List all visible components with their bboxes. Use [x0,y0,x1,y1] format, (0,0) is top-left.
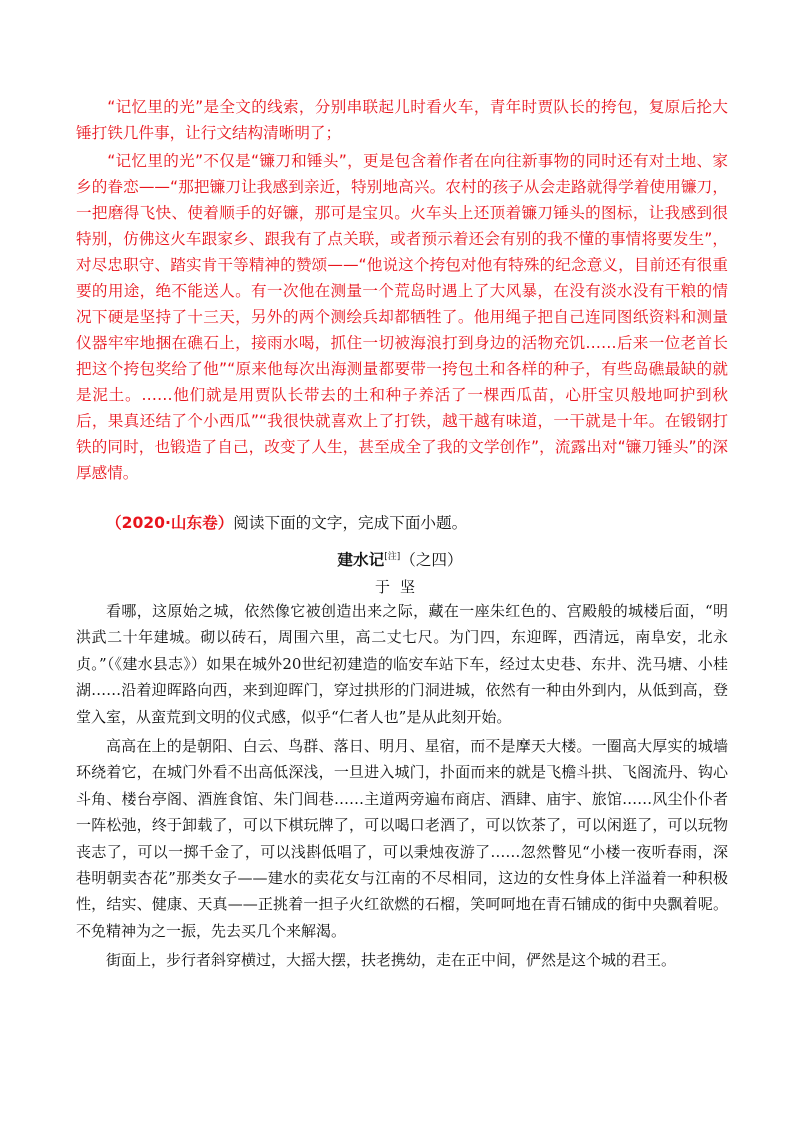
article-body [76,598,728,974]
question-instruction: 阅读下面的文字，完成下面小题。 [233,514,468,532]
article-title-suffix: （之四） [400,551,463,569]
article-author: 于坚 [374,578,425,596]
answer-paragraph: “记忆里的光”不仅是“镰刀和锤头”，更是包含着作者在向往新事物的同时还有对土地、家乡的眷恋——“那把镰刀让我感到亲近，特别地高兴。农村的孩子从会走路就得学着使用镰刀，一把磨得飞快、使着顺手的好镰，那可是宝贝。火车头上还顶着镰刀锤头的图标，让我感到很特别，仿佛这火车跟家乡、跟我有了点关联，或者预示着还会有别的我不懂的事情将要发生”，对尽忠职守、踏实肯干等精神的赞颂——“他说这个挎包对他有特殊的纪念意义，目前还有很重要的用途，绝不能送人。有一次他在测量一个荒岛时遇上了大风暴，在没有淡水没有干粮的情况下硬是坚持了十三天，另外的两个测绘兵却都牺牲了。他用绳子把自己连同图纸资料和测量仪器牢牢地捆在礁石上，接雨水喝，抓住一切被海浪打到身边的活物充饥……后来一位老首长把这个挎包奖给了他”“原来他每次出海测量都要带一挎包土和各样的种子，有些岛礁最缺的就是泥土。……他们就是用贾队长带去的土和种子养活了一棵西瓜苗，心肝宝贝般地呵护到秋后，果真还结了个小西瓜”“我很快就喜欢上了打铁，越干越有味道，一干就是十年。在锻钢打铁的同时，也锻造了自己，改变了人生，甚至成全了我的文学创作”，流露出对“镰刀锤头”的深厚感情。 [76,152,728,482]
article-paragraph: 看哪，这原始之城，依然像它被创造出来之际，藏在一座朱红色的、宫殿般的城楼后面，“明洪武二十年建城。砌以砖石，周围六里，高二丈七尺。为门四，东迎晖，西清远，南阜安，北永贞。”（《建水县志》）如果在城外20世纪初建造的临安车站下车，经过太史巷、东井、洗马塘、小桂湖……沿着迎晖路向西，来到迎晖门，穿过拱形的门洞进城，依然有一种由外到内，从低到高，登堂入室，从蛮荒到文明的仪式感，似乎“仁者人也”是从此刻开始。 [76,602,728,726]
article-title [0,548,800,570]
article-title-text: 建水记 [337,551,385,569]
article-paragraph: 高高在上的是朝阳、白云、鸟群、落日、明月、星宿，而不是摩天大楼。一圈高大厚实的城墙环绕着它，在城门外看不出高低深浅，一旦进入城门，扑面而来的就是飞檐斗拱、飞阁流丹、钩心斗角、楼台亭阁、酒旌食馆、朱门闾巷……主道两旁遍布商店、酒肆、庙宇、旅馆……风尘仆仆者一阵松弛，终于卸载了，可以下棋玩牌了，可以喝口老酒了，可以饮茶了，可以闲逛了，可以玩物丧志了，可以一掷千金了，可以浅斟低唱了，可以秉烛夜游了……忽然瞥见“小楼一夜听春雨，深巷明朝卖杏花”那类女子——建水的卖花女与江南的不尽相同，这边的女性身体上洋溢着一种积极性，结实、健康、天真——正挑着一担子火红欲燃的石榴，笑呵呵地在青石铺成的街中央飘着呢。不免精神为之一振，先去买几个来解渴。 [76,737,728,940]
footnote-marker: [注] [384,552,401,562]
answer-analysis [76,94,728,486]
question-source-line [106,510,467,536]
answer-paragraph: “记忆里的光”是全文的线索，分别串联起儿时看火车，青年时贾队长的挎包，复原后抡大锤打铁几件事，让行文结构清晰明了； [76,98,728,142]
article-paragraph: 街面上，步行者斜穿横过，大摇大摆，扶老携幼，走在正中间，俨然是这个城的君王。 [106,951,677,970]
exam-source-tag: （2020·山东卷） [106,514,234,532]
